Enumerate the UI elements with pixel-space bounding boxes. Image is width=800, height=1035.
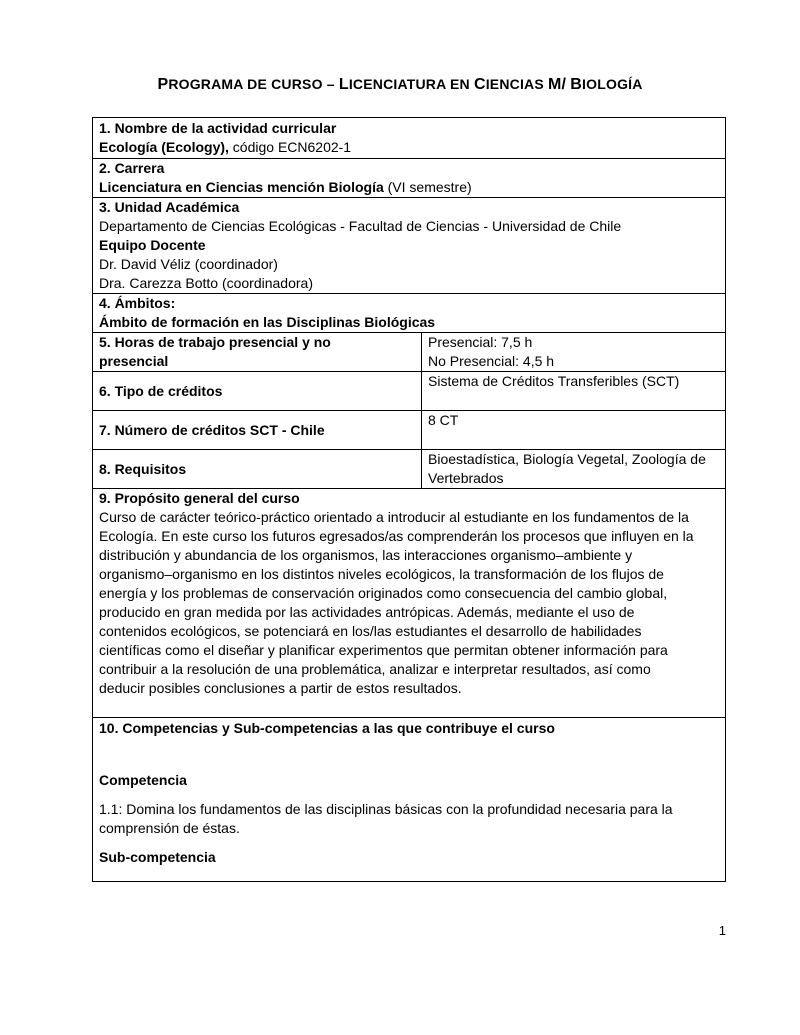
section-3-row: [93, 198, 726, 294]
hours-no-presencial: No Presencial: 4,5 h: [428, 353, 555, 369]
credit-type: Sistema de Créditos Transferibles (SCT): [428, 373, 680, 389]
course-code: código ECN6202-1: [228, 139, 352, 155]
course-program-table: [92, 117, 726, 882]
purpose-line: contenidos ecológicos, se potenciará en los/las estudiantes el desarrollo de habilidades: [99, 623, 642, 639]
page-number: 1: [718, 923, 726, 938]
team-member: Dra. Carezza Botto (coordinadora): [99, 275, 313, 291]
competencia-text: 1.1: Domina los fundamentos de las disciplinas básicas con la profundidad necesaria para la: [99, 801, 673, 817]
hours-presencial: Presencial: 7,5 h: [428, 334, 533, 350]
purpose-line: Curso de carácter teórico-práctico orientado a introducir al estudiante en los fundamentos de la: [99, 509, 689, 525]
section-5-row: [93, 333, 726, 372]
section-3-heading: 3. Unidad Académica: [99, 199, 240, 215]
section-5-label-cont: presencial: [99, 353, 169, 369]
section-9-row: [93, 489, 726, 718]
section-2-row: [93, 159, 726, 198]
credit-count: 8 CT: [428, 412, 459, 428]
section-10-row: [93, 718, 726, 882]
career-name: Licenciatura en Ciencias mención Biología: [99, 179, 384, 195]
purpose-line: organismo–organismo en los distintos niveles ecológicos, la transformación de los flujos de: [99, 566, 664, 582]
section-8-label: 8. Requisitos: [99, 460, 187, 477]
competencia-heading: Competencia: [99, 772, 187, 788]
section-8-row: [93, 450, 726, 489]
section-6-row: [93, 372, 726, 411]
team-member: Dr. David Véliz (coordinador): [99, 256, 278, 272]
purpose-line: científicas como el diseñar y planificar experimentos que permitan obtener información para: [99, 642, 668, 658]
team-heading: Equipo Docente: [99, 237, 206, 253]
section-6-label: 6. Tipo de créditos: [99, 382, 223, 399]
section-4-heading: 4. Ámbitos:: [99, 295, 176, 311]
section-7-row: [93, 411, 726, 450]
section-5-label: 5. Horas de trabajo presencial y no: [99, 334, 331, 350]
purpose-line: producido en gran medida por las actividades antrópicas. Además, mediante el uso de: [99, 604, 635, 620]
section-4-row: [93, 294, 726, 333]
requirements: Bioestadística, Biología Vegetal, Zoología de: [428, 451, 706, 467]
academic-unit: Departamento de Ciencias Ecológicas - Facultad de Ciencias - Universidad de Chile: [99, 218, 622, 234]
purpose-line: contribuir a la resolución de una problemática, analizar e interpretar resultados, así como: [99, 661, 651, 677]
course-name: Ecología (Ecology),: [99, 139, 229, 155]
requirements-cont: Vertebrados: [428, 470, 504, 486]
competencia-text-cont: comprensión de éstas.: [99, 820, 240, 836]
page-title: PROGRAMA DE CURSO – LICENCIATURA EN CIENCIAS M/ BIOLOGÍA: [157, 76, 643, 93]
section-2-heading: 2. Carrera: [99, 160, 165, 176]
purpose-line: deducir posibles conclusiones a partir de estos resultados.: [99, 680, 462, 696]
section-1-row: [93, 118, 726, 159]
section-9-heading: 9. Propósito general del curso: [99, 490, 300, 506]
purpose-line: energía y los problemas de conservación originados como consecuencia del cambio global,: [99, 585, 668, 601]
career-semester: (VI semestre): [383, 179, 472, 195]
section-1-heading: 1. Nombre de la actividad curricular: [99, 120, 337, 136]
scope-value: Ámbito de formación en las Disciplinas Biológicas: [99, 314, 436, 330]
purpose-line: Ecología. En este curso los futuros egresados/as comprenderán los procesos que influyen en la: [99, 528, 694, 544]
section-7-label: 7. Número de créditos SCT - Chile: [99, 421, 325, 438]
subcompetencia-heading: Sub-competencia: [99, 849, 216, 865]
purpose-line: distribución y abundancia de los organismos, las interacciones organismo–ambiente y: [99, 547, 633, 563]
section-10-heading: 10. Competencias y Sub-competencias a las que contribuye el curso: [99, 720, 555, 736]
